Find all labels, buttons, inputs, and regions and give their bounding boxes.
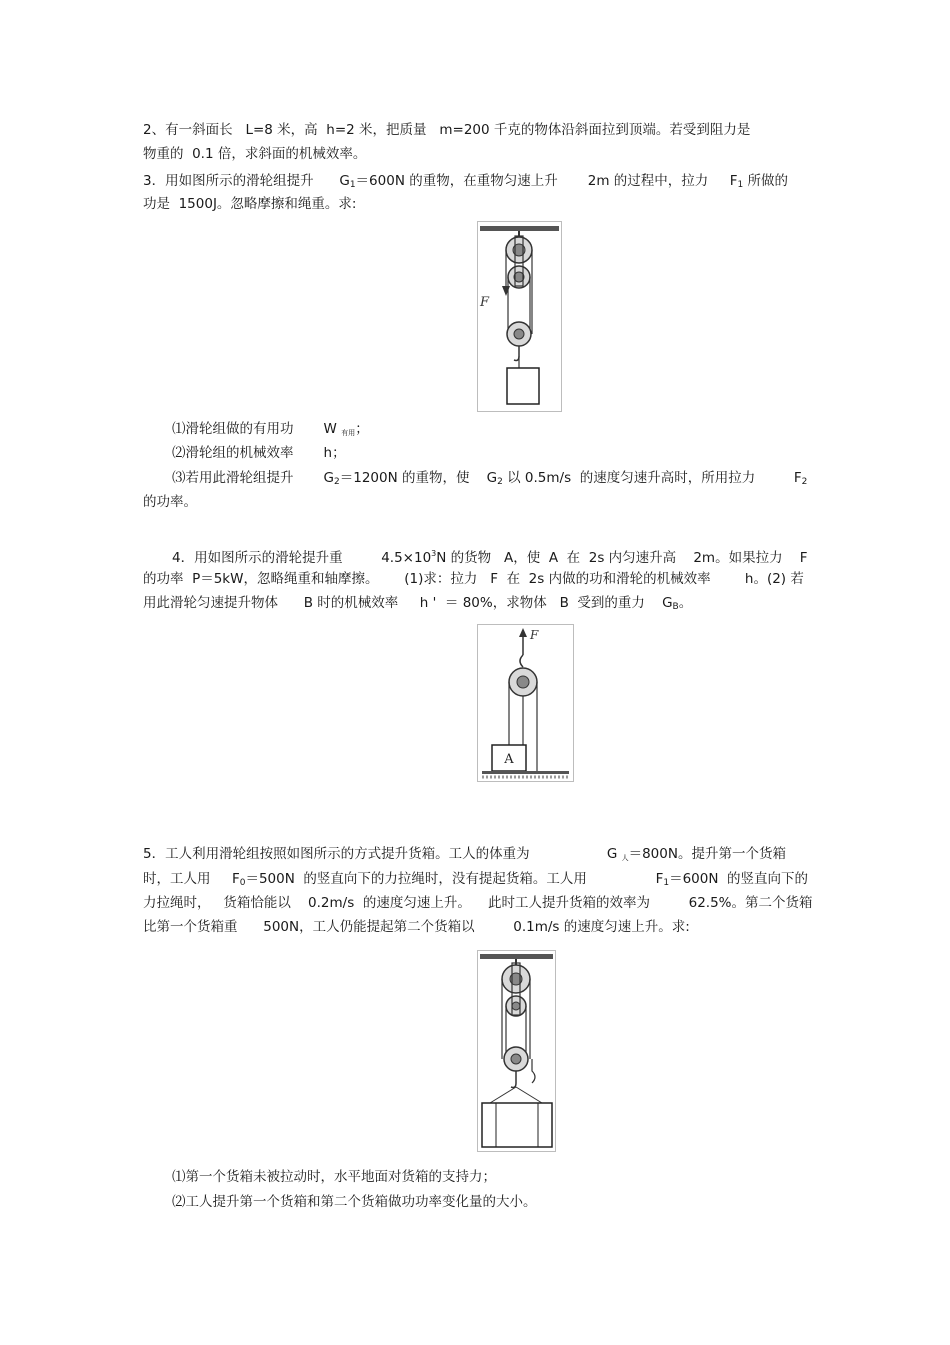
p5-q2: ⑵工人提升第一个货箱和第二个货箱做功功率变化量的大小。 (172, 1194, 537, 1210)
p5-line1: 5．工人利用滑轮组按照如图所示的方式提升货箱。工人的体重为 G 人＝800N。提升第一个货箱 (143, 846, 786, 862)
p2-line1: 2、有一斜面长 L=8 米，高 h=2 米，把质量 m=200 千克的物体沿斜面拉到顶端。若受到阻力是 (143, 122, 751, 138)
p4-pulley-figure (477, 624, 574, 782)
p5-line4: 比第一个货箱重 500N，工人仍能提起第二个货箱以 0.1m/s 的速度匀速上升。求: (143, 919, 690, 935)
p4-line3: 用此滑轮匀速提升物体 B 时的机械效率 h ' ＝ 80%，求物体 B 受到的重力 $G_B$。 (143, 595, 693, 612)
cargo-label-a: A (504, 752, 514, 767)
p5-pulley-figure (477, 950, 556, 1152)
pulley-diagram-3 (478, 951, 555, 1151)
force-label-f: F (530, 628, 539, 642)
p3-line2: 功是 1500J。忽略摩擦和绳重。求: (143, 196, 357, 212)
p5-line3: 力拉绳时， 货箱恰能以 0.2m/s 的速度匀速上升。 此时工人提升货箱的效率为 62.5%。第二个货箱 (143, 895, 813, 911)
p3-q3: ⑶若用此滑轮组提升 $G_2=1200N$ 的重物，使 $G_2$ 以 0.5m/s 的速度匀速升高时，所用拉力 $F_2$ (172, 470, 808, 487)
p2-line2: 物重的 0.1 倍，求斜面的机械效率。 (143, 146, 367, 162)
force-label-f: F (480, 295, 490, 310)
p4-line2: 的功率 P＝5kW，忽略绳重和轴摩擦。 (1)求：拉力 F 在 2s 内做的功和滑轮的机械效率 h。(2) 若 (143, 571, 804, 587)
p3-q2: ⑵滑轮组的机械效率 h； (172, 445, 346, 461)
p3-pulley-figure (477, 221, 562, 412)
p5-q1: ⑴第一个货箱未被拉动时，水平地面对货箱的支持力； (172, 1169, 496, 1185)
p3-q1: ⑴滑轮组做的有用功 W 有用； (172, 421, 369, 437)
p4-line1: 4．用如图所示的滑轮提升重 $4.5\times 10^3N$ 的货物 A，使 A 在 2s 内匀速升高 2m。如果拉力 F (172, 549, 808, 566)
p3-q3-line2: 的功率。 (143, 494, 197, 510)
p5-line2: 时，工人用 $F_0=500N$ 的竖直向下的力拉绳时，没有提起货箱。工人用 $F_1=600N$ 的竖直向下的 (143, 871, 809, 888)
pulley-diagram-1 (478, 222, 561, 411)
p3-line1: 3．用如图所示的滑轮组提升 $G_1=600N$ 的重物，在重物匀速上升 2m 的过程中，拉力 $F_1$ 所做的 (143, 173, 789, 190)
pulley-diagram-2 (478, 625, 573, 781)
